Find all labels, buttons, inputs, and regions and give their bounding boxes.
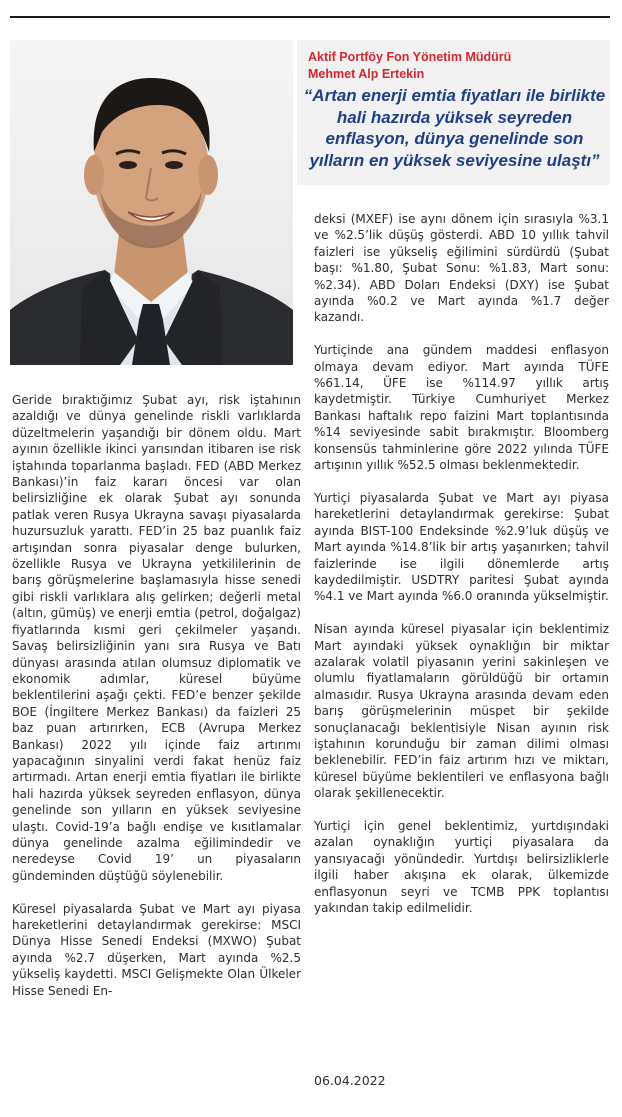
paragraph: Yurtiçi piyasalarda Şubat ve Mart ayı piyasa hareketlerini detaylandırmak gerekirse: Şubat ayında BIST-100 Endeksinde %2.9’luk düşüş ve Mart ayında %14.8’lik bir artış yaşanırken; tahvil faizlerinde ise ilgili dönemlerde artış kaydedilmiştir. USDTRY paritesi Şubat ayında %4.1 ve Mart ayında %6.0 oranında yükselmiştir.: [314, 490, 609, 604]
right-column: [314, 211, 609, 933]
portrait-photo: [10, 40, 293, 365]
paragraph: Yurtiçinde ana gündem maddesi enflasyon olmaya devam ediyor. Mart ayında TÜFE %61.14, ÜFE ise %114.97 yıllık artış kaydetmiştir. Türkiye Cumhuriyet Merkez Bankası haftalık repo faizini Mart toplantısında %14 seviyesinde sabit bırakmıştır. Bloomberg konsensüs tahminlerine göre 2022 yılında TÜFE artışının yıllık %52.5 olması beklenmektedir.: [314, 343, 609, 473]
speaker-title: Aktif Portföy Fon Yönetim Müdürü: [308, 50, 512, 64]
portrait-illustration: [10, 40, 293, 365]
paragraph: Geride bıraktığımız Şubat ayı, risk iştahının azaldığı ve dünya genelinde riskli varlıklarda düzeltmelerin yaşandığı bir dönem oldu. Mart ayının özellikle ikinci yarısından itibaren ise risk iştahında toparlanma başladı. FED (ABD Merkez Bankası)’in faiz kararı öncesi var olan belirsizliğine ek olarak Şubat ayı sonunda patlak veren Rusya Ukrayna savaşı piyasalarda huzursuzluk yarattı. FED’in 25 baz puanlık faiz artışından sonra piyasalar denge bulurken, özellikle Rusya ve Ukrayna yetkililerinin de barış görüşmelerine başlamasıyla hisse senedi gibi riskli varlıklara alış gelirken; değerli metal (altın, gümüş) ve enerji emtia (petrol, doğalgaz) fiyatlarında kısmi geri çekilmeler yaşandı. Savaş belirsizliğinin yanı sıra Rusya ve Batı dünyası arasında atılan olumsuz diplomatik ve ekonomik adımlar, küresel büyüme beklentilerini aşağı çekti. FED’e benzer şekilde BOE (İngiltere Merkez Bankası) da faizleri 25 baz puan artırırken, ECB (Avrupa Merkez Bankası) 2022 yılı içinde faiz artırımı yapacağının sinyalini verdi fakat henüz faiz artırmadı. Artan enerji emtia fiyatları ile birlikte hali hazırda yüksek seyreden enflasyon, dünya genelinde son yılların en yüksek seviyesine ulaştı. Covid-19’a bağlı endişe ve kısıtlamalar dünya genelinde azalma eğilimindedir ve neredeyse Covid 19’ un piyasaların gündeminden düştüğü söylenebilir.: [12, 393, 301, 883]
paragraph: Küresel piyasalarda Şubat ve Mart ayı piyasa hareketlerini detaylandırmak gerekirse: MSCI Dünya Hisse Senedi Endeksi (MXWO) Şubat ayında %2.7 düşerken, Mart ayında %2.5 yükseliş kaydetti. MSCI Gelişmekte Olan Ülkeler Hisse Senedi En-: [12, 901, 301, 998]
paragraph: Yurtiçi için genel beklentimiz, yurtdışındaki azalan oynaklığın yurtiçi piyasalara da yansıyacağı yönündedir. Yurtdışı belirsizliklerle ilgili haber akışına ek olarak, ülkemizde enflasyonun seyri ve TCMB PPK toplantısı yakından takip edilmelidir.: [314, 818, 609, 915]
article-date: 06.04.2022: [314, 1073, 386, 1088]
top-rule: [10, 16, 610, 18]
pull-quote: “Artan enerji emtia fiyatları ile birlikte hali hazırda yüksek seyreden enflasyon, dünya genelinde son yılların en yüksek seviyesine ulaştı”: [303, 86, 606, 170]
paragraph: Nisan ayında küresel piyasalar için beklentimiz Mart ayındaki yüksek oynaklığın bir miktar azalarak volatil piyasanın yerini sakinleşen ve olumlu fiyatlamaların görüldüğü bir ortamın almasıdır. Rusya Ukrayna arasında devam eden barış görüşmelerinin müspet bir şekilde sonuçlanacağı beklentisiyle Nisan ayının risk iştahının korunduğu bir zaman dilimi olması beklenebilir. FED’in faiz artırım hızı ve miktarı, küresel büyüme beklentileri ve enflasyona bağlı olarak şekillenecektir.: [314, 622, 609, 801]
paragraph: deksi (MXEF) ise aynı dönem için sırasıyla %3.1 ve %2.5’lik düşüş gösterdi. ABD 10 yıllık tahvil faizleri ise yükseliş eğilimini sürdürdü (Şubat başı: %1.80, Şubat Sonu: %1.83, Mart sonu: %2.34). ABD Doları Endeksi (DXY) ise Şubat ayında %0.2 ve Mart ayında %1.7 değer kazandı.: [314, 212, 609, 325]
speaker-name: Mehmet Alp Ertekin: [308, 67, 425, 81]
left-column: [12, 392, 301, 1015]
